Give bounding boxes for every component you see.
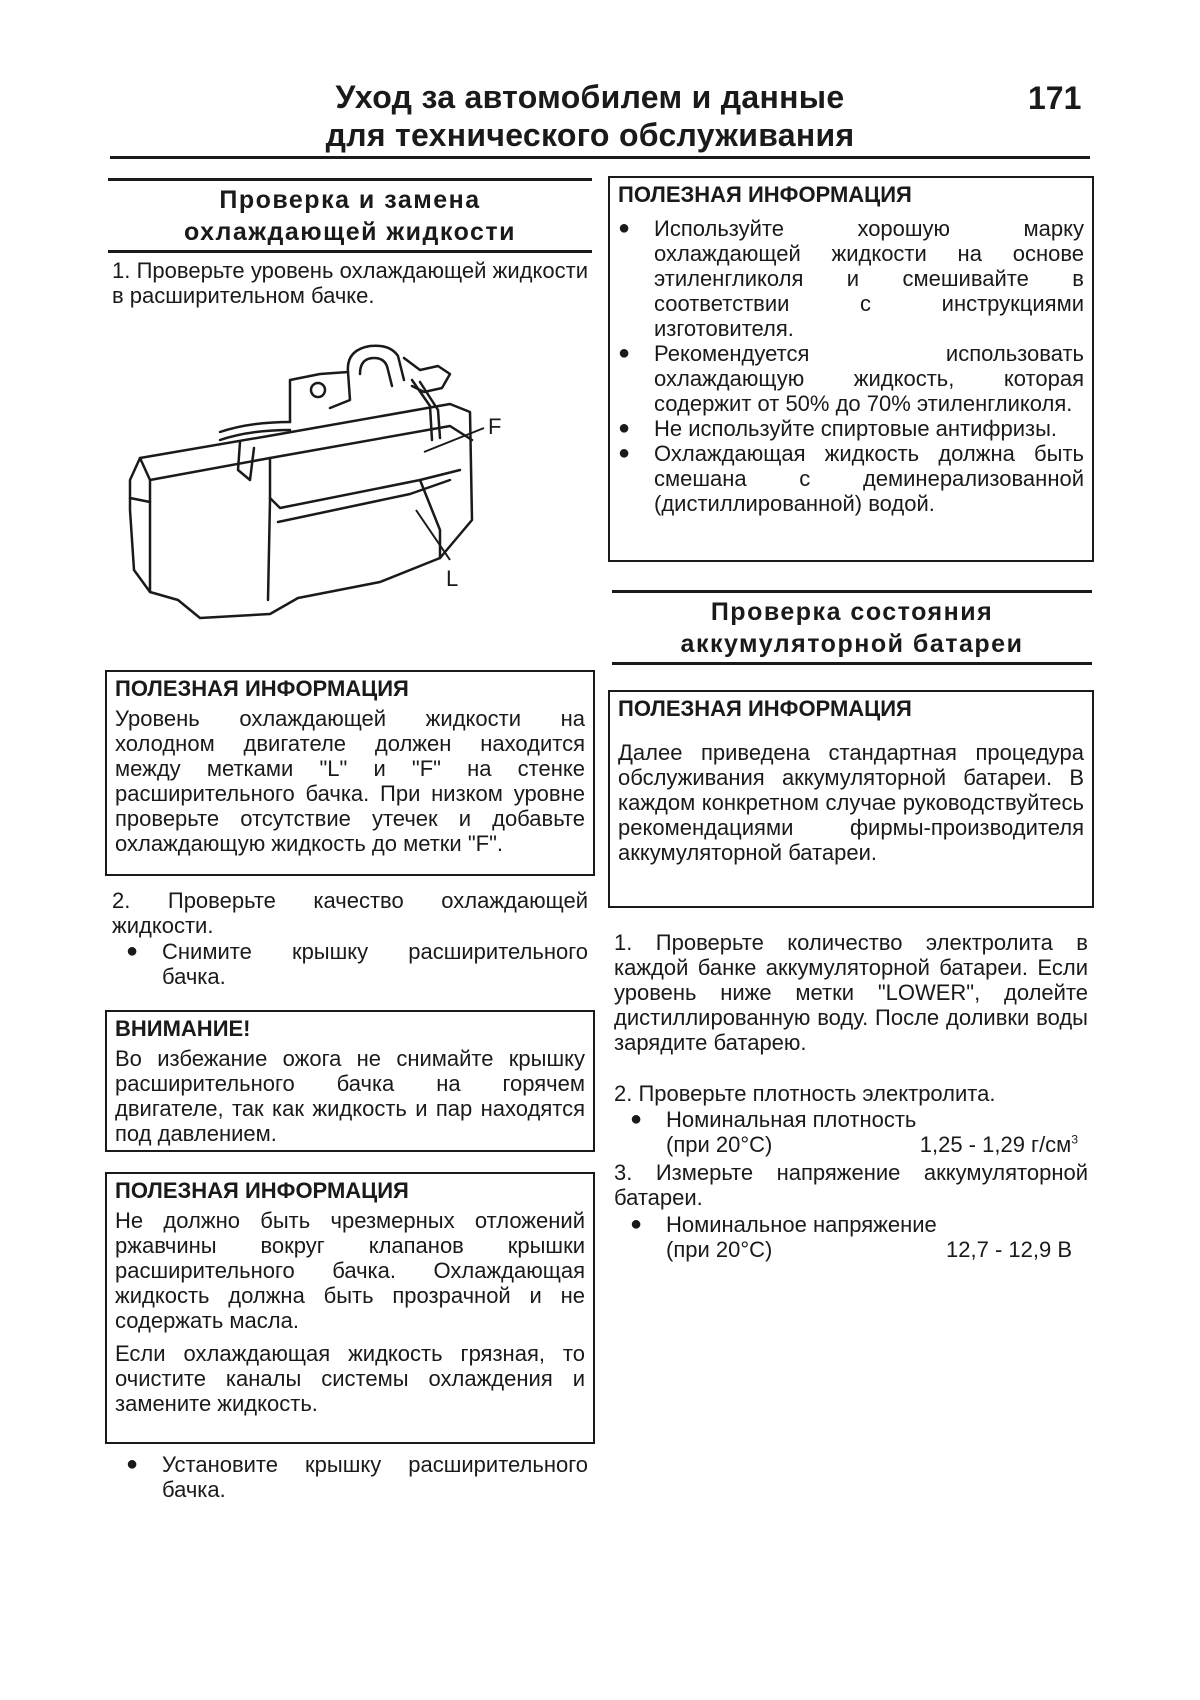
voltage-spec-row xyxy=(666,1237,1072,1262)
expansion-tank-figure xyxy=(120,330,570,630)
bullet-icon: ● xyxy=(618,442,631,464)
tip-text: Рекомендуется использовать охлаждающую жидкость, которая содержит от 50% до 70% этиленгликоля. xyxy=(654,341,1084,416)
figure-label-l: L xyxy=(446,566,459,591)
info-box-coolant-quality xyxy=(105,1172,595,1444)
page-title-line1: Уход за автомобилем и данные xyxy=(335,79,845,115)
info-box-para1: Не должно быть чрезмерных отложений ржавчины вокруг клапанов крышки расширительного бачка. Охлаждающая жидкость должна быть прозрачной и не содержать масла. xyxy=(115,1208,585,1333)
bullet-icon: ● xyxy=(618,342,631,364)
bullet-icon: ● xyxy=(618,217,631,239)
bullet-text: Снимите крышку расширительного бачка. xyxy=(162,939,588,989)
tip-text: Используйте хорошую марку охлаждающей жидкости на основе этиленгликоля и смешивайте в соответствии с инструкциями изготовителя. xyxy=(654,216,1084,341)
tip-text: Охлаждающая жидкость должна быть смешана с деминерализованной (дистиллированной) водой. xyxy=(654,441,1084,516)
bullet-icon: ● xyxy=(126,1453,139,1475)
battery-step-1: 1. Проверьте количество электролита в каждой банке аккумуляторной батареи. Если уровень ниже метки "LOWER", долейте дистиллированную воду. После доливки воды зарядите батарею. xyxy=(614,930,1088,1055)
voltage-value: 12,7 - 12,9 В xyxy=(946,1237,1072,1262)
tip-bullet-4 xyxy=(618,441,1084,516)
bullet-install-cap xyxy=(126,1452,588,1502)
section-rule-bottom xyxy=(612,662,1092,665)
info-box-coolant-level xyxy=(105,670,595,876)
info-box-title: ПОЛЕЗНАЯ ИНФОРМАЦИЯ xyxy=(115,1178,409,1203)
section-title-battery xyxy=(612,596,1092,660)
tip-bullet-3 xyxy=(618,416,1084,441)
header-rule xyxy=(110,156,1090,159)
bullet-icon: ● xyxy=(630,1213,643,1235)
bullet-icon: ● xyxy=(618,417,631,439)
coolant-step-2: 2. Проверьте качество охлаждающей жидкости. xyxy=(112,888,588,938)
bullet-remove-cap xyxy=(126,939,588,989)
warning-box xyxy=(105,1010,595,1152)
voltage-label: Номинальное напряжение xyxy=(666,1212,937,1237)
coolant-step-1: 1. Проверьте уровень охлаждающей жидкости в расширительном бачке. xyxy=(112,258,588,308)
section-title-line2: аккумуляторной батареи xyxy=(680,630,1024,658)
density-value-wrap xyxy=(920,1132,1078,1157)
density-condition: (при 20°С) xyxy=(666,1132,773,1157)
page-title-line2: для технического обслуживания xyxy=(325,117,855,153)
info-box-text: Далее приведена стандартная процедура обслуживания аккумуляторной батареи. В каждом конкретном случае руководствуйтесь рекомендациями фирмы-производителя аккумуляторной батареи. xyxy=(618,740,1084,865)
warning-title: ВНИМАНИЕ! xyxy=(115,1016,251,1041)
section-title-coolant xyxy=(108,184,592,248)
info-box-title: ПОЛЕЗНАЯ ИНФОРМАЦИЯ xyxy=(618,182,912,207)
page-title xyxy=(280,78,900,154)
figure-label-f: F xyxy=(488,414,502,439)
voltage-condition: (при 20°С) xyxy=(666,1237,773,1262)
section-rule-top xyxy=(612,590,1092,593)
section-rule-top xyxy=(108,178,592,181)
info-box-title: ПОЛЕЗНАЯ ИНФОРМАЦИЯ xyxy=(115,676,409,701)
section-title-line2: охлаждающей жидкости xyxy=(183,218,517,246)
tip-bullet-1 xyxy=(618,216,1084,341)
section-title-line1: Проверка и замена xyxy=(219,186,481,214)
density-value: 1,25 - 1,29 г/см xyxy=(919,1132,1072,1157)
tip-text: Не используйте спиртовые антифризы. xyxy=(654,416,1058,441)
warning-text: Во избежание ожога не снимайте крышку расширительного бачка на горячем двигателе, так как жидкость и пар находятся под давлением. xyxy=(115,1046,585,1146)
info-box-para2: Если охлаждающая жидкость грязная, то очистите каналы системы охлаждения и замените жидкость. xyxy=(115,1341,585,1416)
bullet-text: Установите крышку расширительного бачка. xyxy=(162,1452,588,1502)
info-box-coolant-tips xyxy=(608,176,1094,562)
battery-step-2: 2. Проверьте плотность электролита. xyxy=(614,1081,996,1106)
density-label: Номинальная плотность xyxy=(666,1107,917,1132)
section-title-line1: Проверка состояния xyxy=(710,598,994,626)
bullet-voltage xyxy=(630,1212,1080,1237)
info-box-battery xyxy=(608,690,1094,908)
info-box-title: ПОЛЕЗНАЯ ИНФОРМАЦИЯ xyxy=(618,696,912,721)
info-box-text: Уровень охлаждающей жидкости на холодном двигателе должен находится между метками "L" и "F" на стенке расширительного бачка. При низком уровне проверьте отсутствие утечек и добавьте охлаждающую жидкость до метки "F". xyxy=(115,706,585,856)
tip-bullet-2 xyxy=(618,341,1084,416)
bullet-icon: ● xyxy=(126,940,139,962)
density-spec-row xyxy=(666,1132,1078,1157)
bullet-density xyxy=(630,1107,1080,1132)
density-unit-sup: 3 xyxy=(1071,1132,1078,1147)
section-rule-bottom xyxy=(108,250,592,253)
bullet-icon: ● xyxy=(630,1108,643,1130)
page-number: 171 xyxy=(1028,80,1082,116)
battery-step-3: 3. Измерьте напряжение аккумуляторной батареи. xyxy=(614,1160,1088,1210)
